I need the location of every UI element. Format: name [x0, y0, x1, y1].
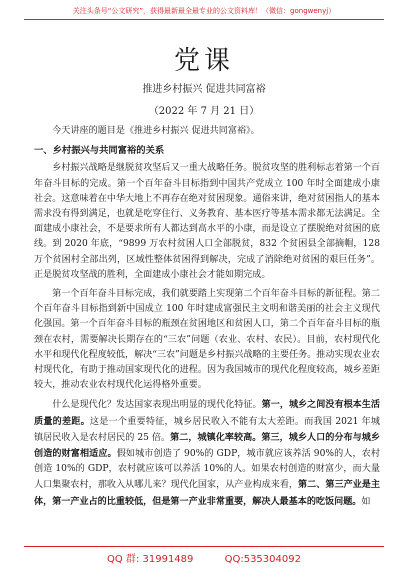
paragraph-2: 第一个百年奋斗目标完成，我们就要踏上实现第二个百年奋斗目标的新征程。第二个百年奋斗目标指到新中国成立 100 年时建成富强民主文明和谐美丽的社会主义现代化强国。第一个百年奋斗目标的瓶颈在贫困地区和贫困人口，第二个百年奋斗目标的瓶颈在农村，需要解决长期存在的“三农”问题（农业、农村、农民）。目前，农村现代化水平和现代化程度较低，解决“三农”问题是乡村振兴战略的主要任务。推动实现农业农村现代化，有助于推动国家现代化的进程。因为我国城市的现代化程度较高，城乡差距较大，推动农业农村现代化运得格外重要。 — [34, 289, 380, 391]
paragraph-3-text-c: 这是一个重要特征，城乡居民收入不能有太大差距。而我国 2021 年城镇居民收入是农村居民的 25 倍。 — [34, 416, 380, 443]
paragraph-3-text-e: 假如城市创造了 90%的 GDP，城市就应该养活 90%的人，农村创造 10%的 GDP，农村就应该可以养活 10%的人。如果农村创造的财富少，而大量人口集聚农村，那收入从哪儿来？现代化国家，从产业构成来看， — [34, 449, 380, 491]
document-body — [34, 124, 380, 514]
paragraph-3-text-a: 什么是现代化？发达国家表现出明显的现代化特征。 — [52, 400, 262, 411]
footer-qq: QQ:535304092 — [224, 554, 301, 565]
paragraph-3-emphasis-f: 第二、第三产业是主体，第一产业占的比重较低，但是第一产业非常重要，解决人最基本的吃饭问题。 — [34, 479, 380, 507]
section-heading: 一、乡村振兴与共同富裕的关系 — [34, 145, 165, 157]
document-title: 党课 — [173, 46, 234, 76]
paragraph-3-emphasis-b: 第一，城乡之间没有根本生活质量的差距。 — [34, 399, 380, 427]
intro-paragraph: 今天讲座的题目是《推进乡村振兴 促进共同富裕》。 — [52, 126, 260, 136]
top-divider — [24, 19, 384, 20]
paragraph-3 — [34, 397, 380, 509]
document-subtitle: 推进乡村振兴 促进共同富裕 — [142, 84, 266, 95]
bottom-divider — [24, 546, 384, 547]
top-banner: 关注头条号“公文研究”，获得最新最全最专业的公文资料库！（微信：gongwenyj） — [72, 7, 336, 15]
document-date: （2022 年 7 月 21 日） — [148, 106, 260, 117]
footer-qq-group: QQ 群: 31991489 — [107, 554, 194, 565]
footer-contact — [0, 550, 408, 565]
paragraph-3-emphasis-d: 第二，城镇化率较高。第三，城乡人口的分布与城乡创造的财富相适应。 — [34, 431, 380, 460]
paragraph-3-text-g: 如 — [361, 496, 371, 507]
paragraph-1: 乡村振兴战略是继脱贫攻坚后又一重大战略任务。脱贫攻坚的胜利标志着第一个百年奋斗目标的完成。第一个百年奋斗目标指到中国共产党成立 100 年时全面建成小康社会。这意味着在中华大地上不再存在绝对贫困现象。通俗来讲，绝对贫困指人的基本需求没有得到满足，也就是吃穿住行、义务教育、基本医疗等基本需求都无法满足。全面建成小康社会，不是要求所有人都达到高水平的小康，而是设立了摆脱绝对贫困的底线。到 2020 年底，“9899 万农村贫困人口全部脱贫，832 个贫困县全部摘帽，128 万个贫困村全部出列，区域性整体贫困得到解决，完成了消除绝对贫困的艰巨任务”。正是脱贫攻坚战的胜利，全面建成小康社会才能如期完成。 — [34, 163, 380, 280]
